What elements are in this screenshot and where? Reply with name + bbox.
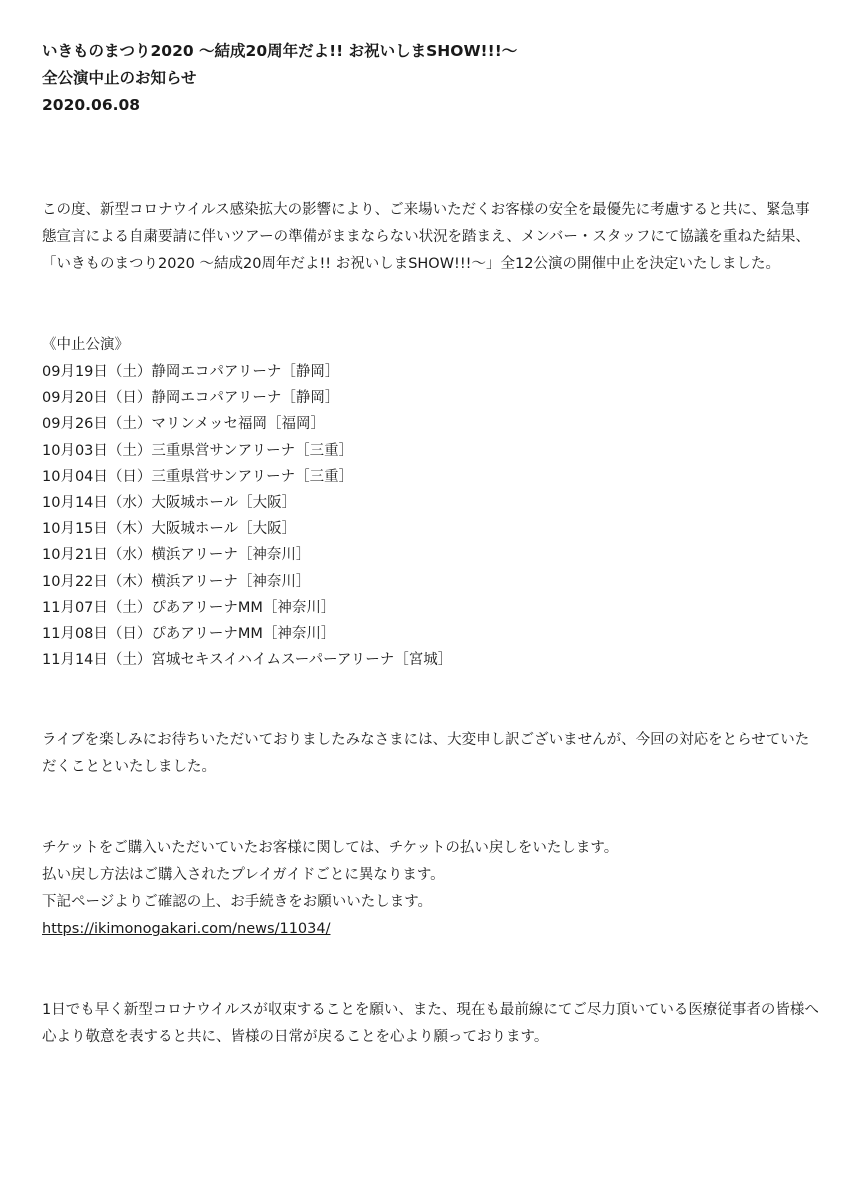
cancelled-schedule-list	[42, 359, 822, 673]
refund-info-link[interactable]: https://ikimonogakari.com/news/11034/	[42, 921, 331, 938]
refund-line-2: 払い戻し方法はご購入されたプレイガイドごとに異なります。	[42, 867, 445, 884]
spacer	[42, 278, 822, 332]
refund-line-3: 下記ページよりご確認の上、お手続きをお願いいたします。	[42, 894, 433, 911]
cancelled-show-item: 10月15日（木）大阪城ホール［大阪］	[42, 521, 297, 538]
closing-paragraph: 1日でも早く新型コロナウイルスが収束することを願い、また、現在も最前線にてご尽力頂いている医療従事者の皆様へ心より敬意を表すると共に、皆様の日常が戻ることを心より願っております。	[42, 1002, 819, 1046]
spacer	[42, 673, 822, 727]
cancelled-show-item: 10月14日（水）大阪城ホール［大阪］	[42, 495, 297, 512]
cancelled-show-item: 10月22日（木）横浜アリーナ［神奈川］	[42, 573, 311, 590]
cancelled-show-item: 11月14日（土）宮城セキスイハイムスーパーアリーナ［宮城］	[42, 652, 453, 669]
cancelled-show-item: 11月07日（土）ぴあアリーナMM［神奈川］	[42, 599, 336, 616]
cancelled-show-item: 09月19日（土）静岡エコパアリーナ［静岡］	[42, 364, 340, 380]
cancelled-show-item: 11月08日（日）ぴあアリーナMM［神奈川］	[42, 626, 336, 643]
refund-link-row	[42, 916, 822, 943]
spacer	[42, 119, 822, 197]
cancelled-show-item: 09月26日（土）マリンメッセ福岡［福岡］	[42, 416, 325, 433]
cancelled-show-item: 10月21日（水）横浜アリーナ［神奈川］	[42, 547, 311, 564]
intro-paragraph: この度、新型コロナウイルス感染拡大の影響により、ご来場いただくお客様の安全を最優先に考慮すると共に、緊急事態宣言による自粛要請に伴いツアーの準備がままならない状況を踏まえ、メンバー・スタッフにて協議を重ねた結果、「いきものまつり2020 ～結成20周年だよ!! お祝いしまSHOW!!!～」全12公演の開催中止を決定いたしました。	[42, 202, 810, 272]
notice-date: 2020.06.08	[42, 96, 141, 114]
notice-title: いきものまつり2020 ～結成20周年だよ!! お祝いしまSHOW!!!～	[42, 42, 518, 60]
cancelled-show-item: 10月03日（土）三重県営サンアリーナ［三重］	[42, 442, 354, 459]
spacer	[42, 781, 822, 835]
cancelled-heading: 《中止公演》	[42, 337, 129, 353]
notice-document	[42, 38, 822, 1051]
apology-paragraph: ライブを楽しみにお待ちいただいておりましたみなさまには、大変申し訳ございませんが、今回の対応をとらせていただくことといたしました。	[42, 732, 810, 776]
refund-line-1: チケットをご購入いただいていたお客様に関しては、チケットの払い戻しをいたします。	[42, 840, 619, 857]
notice-subtitle: 全公演中止のお知らせ	[42, 69, 197, 87]
cancelled-show-item: 10月04日（日）三重県営サンアリーナ［三重］	[42, 468, 354, 485]
cancelled-show-item: 09月20日（日）静岡エコパアリーナ［静岡］	[42, 390, 340, 407]
spacer	[42, 943, 822, 997]
